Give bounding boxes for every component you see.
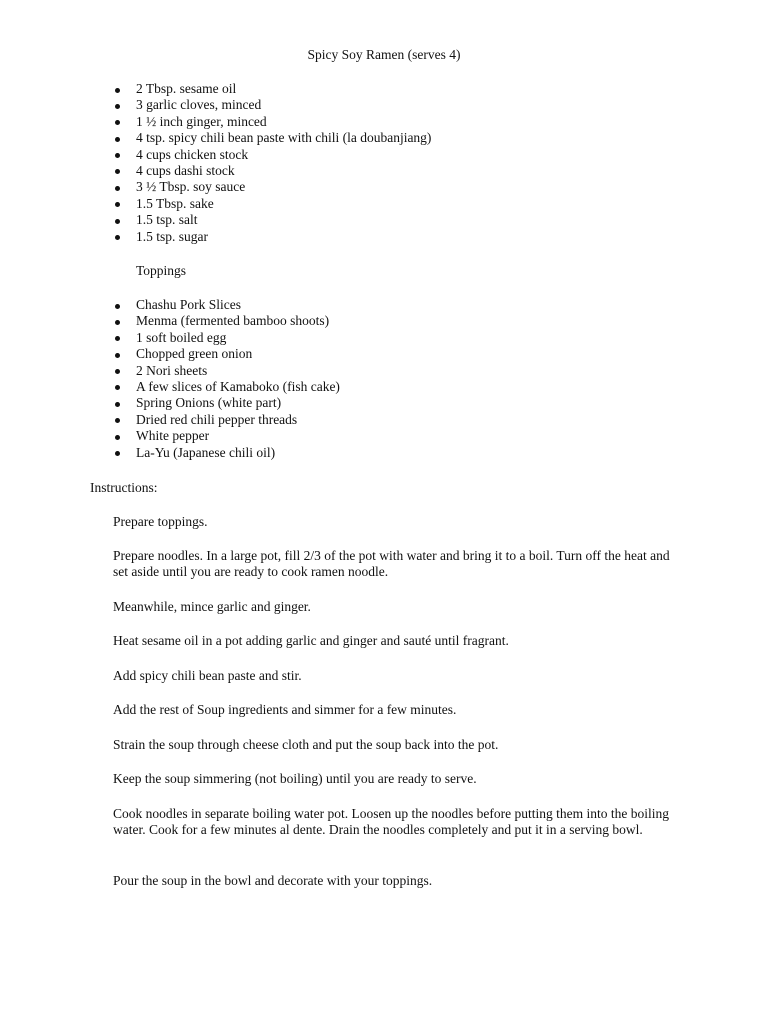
ingredient-item: 1 ½ inch ginger, minced — [136, 114, 431, 130]
topping-item: 2 Nori sheets — [136, 363, 340, 379]
toppings-heading: Toppings — [136, 263, 187, 278]
ingredient-item: 4 tsp. spicy chili bean paste with chili (la doubanjiang) — [136, 130, 432, 146]
instruction-step: Add spicy chili bean paste and stir. — [113, 668, 302, 683]
ingredient-item: 4 cups chicken stock — [136, 147, 431, 163]
topping-item: Chopped green onion — [136, 346, 340, 362]
instruction-step: Keep the soup simmering (not boiling) until you are ready to serve. — [113, 771, 477, 786]
toppings-list — [136, 297, 340, 461]
topping-item: La-Yu (Japanese chili oil) — [136, 445, 340, 461]
topping-item: Menma (fermented bamboo shoots) — [136, 313, 340, 329]
topping-item: A few slices of Kamaboko (fish cake) — [136, 378, 340, 394]
instructions-heading: Instructions: — [90, 480, 158, 495]
topping-item: Chashu Pork Slices — [136, 297, 340, 313]
ingredient-item: 3 ½ Tbsp. soy sauce — [136, 179, 431, 195]
instruction-step: Cook noodles in separate boiling water pot. Loosen up the noodles before putting them into the boiling water. Cook for a few minutes al dente. Drain the noodles completely and put it in a serving bowl. — [113, 806, 670, 838]
instruction-step: Meanwhile, mince garlic and ginger. — [113, 599, 311, 614]
ingredient-item: 1.5 Tbsp. sake — [136, 196, 431, 212]
recipe-title: Spicy Soy Ramen (serves 4) — [307, 47, 461, 62]
ingredients-list — [136, 81, 431, 245]
ingredient-item: 1.5 tsp. sugar — [136, 229, 431, 245]
instruction-step: Pour the soup in the bowl and decorate with your toppings. — [113, 873, 433, 888]
topping-item: Spring Onions (white part) — [136, 395, 340, 411]
instruction-step: Add the rest of Soup ingredients and simmer for a few minutes. — [113, 702, 457, 717]
ingredient-item: 3 garlic cloves, minced — [136, 97, 431, 113]
ingredient-item: 2 Tbsp. sesame oil — [136, 81, 431, 97]
topping-item: Dried red chili pepper threads — [136, 412, 340, 428]
ingredient-item: 1.5 tsp. salt — [136, 212, 431, 228]
instruction-step: Strain the soup through cheese cloth and put the soup back into the pot. — [113, 737, 499, 752]
instruction-step: Prepare noodles. In a large pot, fill 2/3 of the pot with water and bring it to a boil. Turn off the heat and set aside until you are ready to cook ramen noodle. — [113, 548, 670, 580]
topping-item: White pepper — [136, 428, 340, 444]
instruction-step: Heat sesame oil in a pot adding garlic and ginger and sauté until fragrant. — [113, 633, 509, 648]
ingredient-item: 4 cups dashi stock — [136, 163, 431, 179]
topping-item: 1 soft boiled egg — [136, 330, 340, 346]
instruction-step: Prepare toppings. — [113, 514, 208, 529]
